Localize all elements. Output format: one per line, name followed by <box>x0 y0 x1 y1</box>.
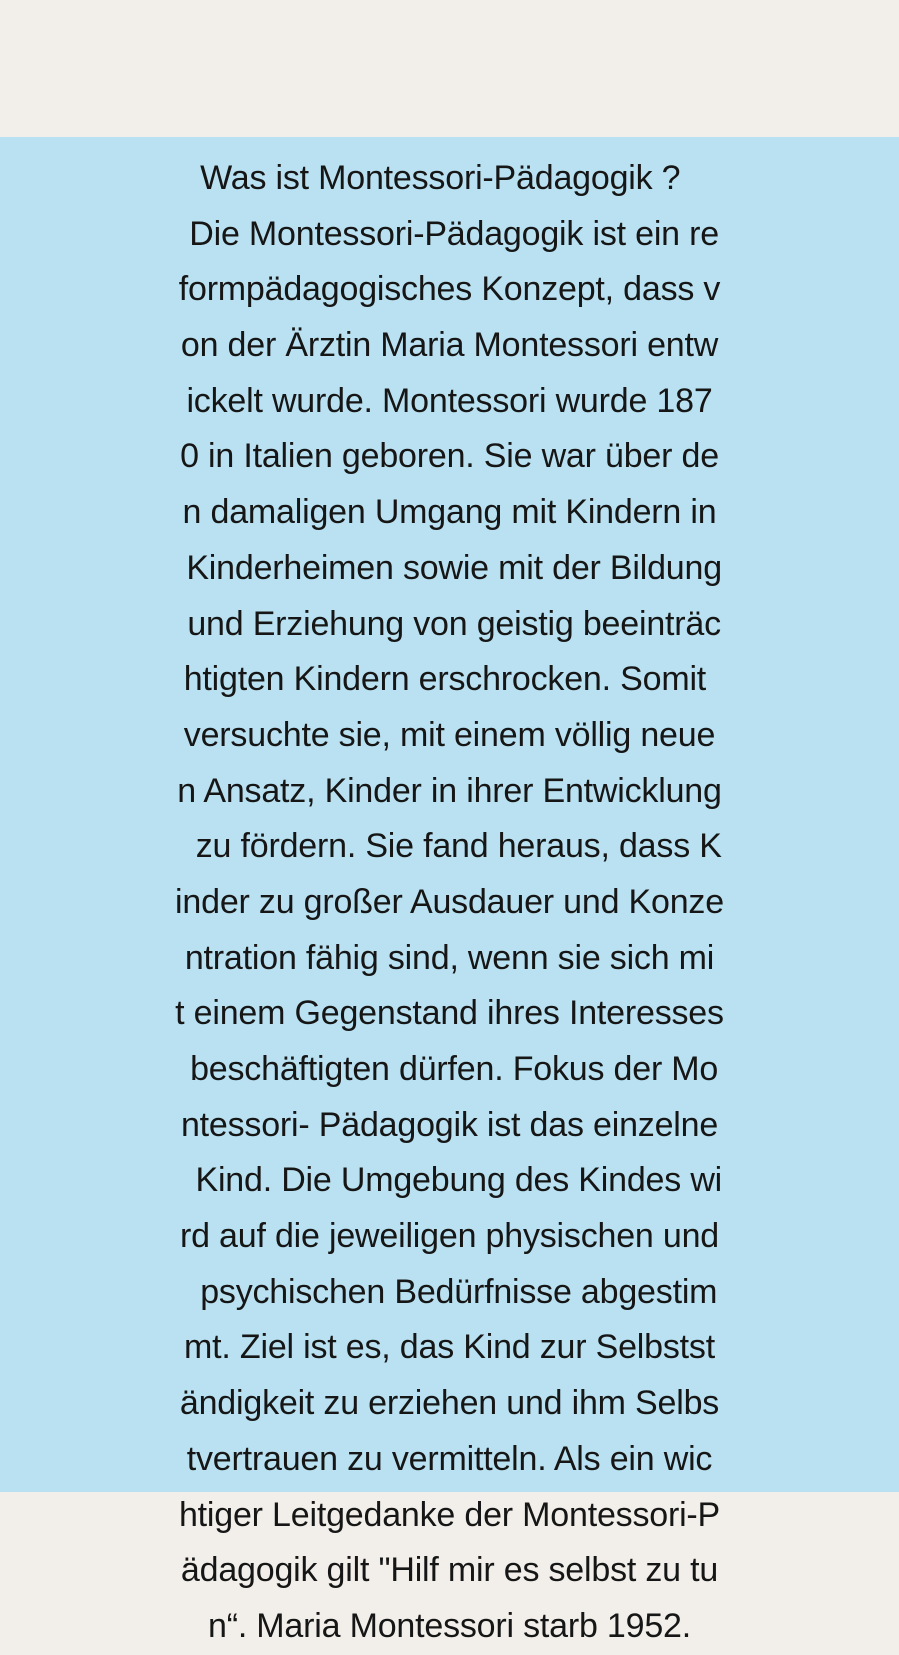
text-note-card <box>0 137 899 1645</box>
note-text-line: on der Ärztin Maria Montessori entw <box>180 326 719 365</box>
note-text-line: beschäftigten dürfen. Fokus der Mo <box>180 1050 719 1088</box>
note-text-line: Kind. Die Umgebung des Kindes wi <box>176 1161 723 1200</box>
note-text-line: htiger Leitgedanke der Montessori-P <box>178 1495 721 1534</box>
note-text-line: Kinderheimen sowie mit der Bildung <box>177 548 722 587</box>
note-text-line: ickelt wurde. Montessori wurde 187 <box>186 381 713 420</box>
note-text-line: n Ansatz, Kinder in ihrer Entwicklung <box>177 771 722 810</box>
note-text-line: t einem Gegenstand ihres Interesses <box>175 994 724 1033</box>
note-text-line: ändigkeit zu erziehen und ihm Selbs <box>179 1384 720 1423</box>
note-title-line: Was ist Montessori-Pädagogik ? <box>200 159 699 197</box>
note-text-line: ntration fähig sind, wenn sie sich mi <box>184 938 715 977</box>
note-text-line: inder zu großer Ausdauer und Konze <box>175 882 724 921</box>
note-text-line: psychischen Bedürfnisse abgestim <box>181 1272 718 1311</box>
note-text-line: Die Montessori-Pädagogik ist ein re <box>180 214 719 253</box>
note-text-line: ädagogik gilt "Hilf mir es selbst zu tu <box>180 1551 719 1590</box>
note-text-line: zu fördern. Sie fand heraus, dass K <box>177 827 722 866</box>
note-text-line: versuchte sie, mit einem völlig neue <box>183 715 716 754</box>
note-text-line: tvertrauen zu vermitteln. Als ein wic <box>186 1439 713 1478</box>
note-text-line: n damaligen Umgang mit Kindern in <box>182 493 717 532</box>
note-text-line: ntessori- Pädagogik ist das einzelne <box>180 1105 719 1144</box>
note-text-line: htigten Kindern erschrocken. Somit <box>183 660 716 699</box>
note-text-line: mt. Ziel ist es, das Kind zur Selbstst <box>184 1328 715 1367</box>
note-text-line: rd auf die jeweiligen physischen und <box>179 1217 720 1256</box>
note-text-line: n“. Maria Montessori starb 1952. <box>207 1606 692 1645</box>
note-text-line: formpädagogisches Konzept, dass v <box>178 270 721 309</box>
note-text-line: und Erziehung von geistig beeinträc <box>178 604 721 643</box>
note-text-body <box>0 151 899 1655</box>
note-text-line: 0 in Italien geboren. Sie war über de <box>180 437 719 476</box>
